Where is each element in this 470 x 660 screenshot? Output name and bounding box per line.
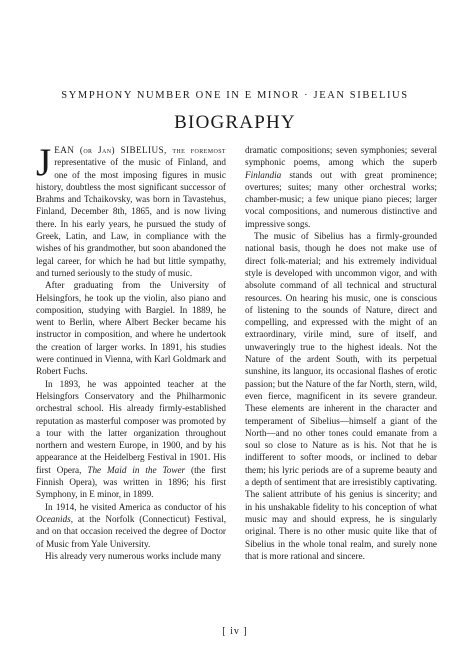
paragraph-america bbox=[36, 501, 226, 550]
works-text-b: stands out with great prominence; overtures; suites; many other orchestral works; chamber-music; a few unique piano pieces; larger vocal compositions, and numerous distinctive and impressive songs. bbox=[245, 169, 437, 229]
work-title-oceanids: Oceanids bbox=[36, 513, 71, 524]
works-text-a: dramatic compositions; seven symphonies; several symphonic poems, among which the superb bbox=[245, 145, 437, 168]
paragraph-style: The music of Sibelius has a firmly-grounded national basis, though he does not make use of direct folk-material; and his extremely individual style is developed with uncommon vigor, and with absolute command of all technical and structural resources. On hearing his music, one is conscious of listening to the sounds of Nature, direct and compelling, and expressed with the might of an extraordinary, virile mind, sure of itself, and unwaveringly true to the highest ideals. Not the Nature of the ardent South, with its perpetual sunshine, its languor, its occasional flashes of erotic passion; but the Nature of the far North, stern, wild, even fierce, magnificent in its severe grandeur. These elements are inherent in the character and temperament of Sibelius—himself a giant of the North—and no other tones could emanate from a soul so close to Nature as is his. Not that he is indifferent to softer moods, or inclined to debar them; his lyric periods are of a supreme beauty and a depth of sentiment that are irresistibly captivating. The salient attribute of his genius is sincerity; and in his unshakable fidelity to his conception of what music may and should express, he is singularly original. There is no other music quite like that of Sibelius in the whole tonal realm, and surely none that is more rational and sincere. bbox=[245, 231, 437, 561]
paragraph-education: After graduating from the University of Helsingfors, he took up the violin, also piano and composition, studying with Bargiel. In 1889, he went to Berlin, where Albert Becker became his instructor in composition, and where he undertook the creation of larger works. In 1891, his studies were continued in Vienna, with Karl Goldmark and Robert Fuchs. bbox=[36, 280, 226, 377]
running-head: SYMPHONY NUMBER ONE IN E MINOR · JEAN SIBELIUS bbox=[61, 90, 409, 101]
paragraph-works-start: His already very numerous works include many bbox=[45, 550, 222, 561]
intro-lead: EAN (or Jan) SIBELIUS, the foremost bbox=[54, 145, 226, 155]
drop-cap: J bbox=[36, 141, 52, 184]
career-text-b: (the first Finnish Opera), was written in 1896; his first Symphony, in E minor, in 1899. bbox=[36, 464, 227, 500]
paragraph-works-cont bbox=[245, 144, 437, 230]
paragraph-career bbox=[36, 378, 226, 501]
paragraph-intro bbox=[36, 141, 226, 279]
left-column bbox=[36, 141, 227, 562]
page-title: BIOGRAPHY bbox=[174, 112, 296, 133]
opera-title: The Maid in the Tower bbox=[87, 464, 186, 475]
intro-text: representative of the music of Finland, and one of the most imposing figures in music history, doubtless the most significant successor of Brahms and Tchaikovsky, was born in Tavastehus, Finland, December 8th, 1865, and is now living there. In his early years, he pursued the study of Greek, Latin, and Law, in compliance with the wishes of his grandmother, but soon abandoned the legal career, for which he had but little sympathy, and turned seriously to the study of music. bbox=[36, 157, 226, 278]
america-text-b: , at the Norfolk (Connecticut) Festival, and on that occasion received the degree of Doctor of Music from Yale University. bbox=[36, 513, 226, 549]
right-column bbox=[245, 144, 437, 562]
career-text-a: In 1893, he was appointed teacher at the Helsingfors Conservatory and the Philharmonic orchestral school. His already firmly-established reputation as masterful composer was promoted by a tour with the latter organization throughout northern and western Europe, in 1900, and by his appearance at the Heidelberg Festival in 1901. His first Opera, bbox=[36, 378, 226, 475]
work-title-finlandia: Finlandia bbox=[245, 169, 282, 180]
america-text-a: In 1914, he visited America as conductor of his bbox=[45, 501, 226, 512]
page-number: [ iv ] bbox=[222, 626, 248, 637]
